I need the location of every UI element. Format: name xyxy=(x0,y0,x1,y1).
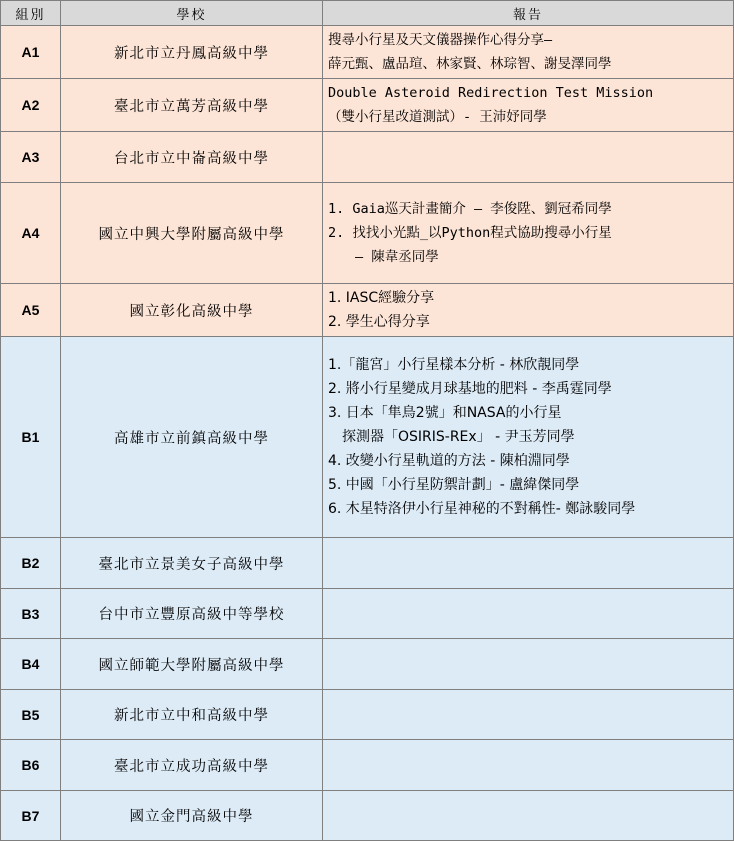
report-cell xyxy=(323,690,734,740)
report-line: 1. Gaia巡天計畫簡介 – 李俊陞、劉冠希同學 xyxy=(328,201,612,217)
report-line: 薛元甄、盧品瑄、林家賢、林琮智、謝旻澤同學 xyxy=(328,56,612,72)
report-cell xyxy=(323,183,734,284)
table-row xyxy=(1,183,734,284)
report-cell xyxy=(323,132,734,183)
group-cell: A4 xyxy=(1,183,61,284)
header-row xyxy=(1,1,734,26)
table-row xyxy=(1,791,734,841)
report-line: 4. 改變小行星軌道的方法 - 陳柏淵同學 xyxy=(328,453,570,469)
group-cell: B2 xyxy=(1,538,61,589)
group-cell: A5 xyxy=(1,284,61,337)
report-line: 6. 木星特洛伊小行星神秘的不對稱性- 鄭詠駿同學 xyxy=(328,501,636,517)
report-line: 2. 找找小光點_以Python程式協助搜尋小行星 xyxy=(328,225,612,241)
group-cell: B1 xyxy=(1,337,61,538)
report-line: – 陳韋丞同學 xyxy=(355,249,439,265)
table-row xyxy=(1,538,734,589)
report-line: Double Asteroid Redirection Test Mission xyxy=(328,85,654,101)
table-row xyxy=(1,26,734,79)
report-line: （雙小行星改道測試）- 王沛妤同學 xyxy=(328,109,547,125)
report-cell xyxy=(323,538,734,589)
school-cell: 國立師範大學附屬高級中學 xyxy=(61,639,323,690)
report-line: 5. 中國「小行星防禦計劃」- 盧緯傑同學 xyxy=(328,477,580,493)
school-cell: 新北市立中和高級中學 xyxy=(61,690,323,740)
report-cell xyxy=(323,79,734,132)
report-line: 2. 學生心得分享 xyxy=(328,314,430,330)
group-cell: B5 xyxy=(1,690,61,740)
report-line: 搜尋小行星及天文儀器操作心得分享– xyxy=(328,32,553,48)
table-row xyxy=(1,740,734,791)
table-row xyxy=(1,639,734,690)
school-cell: 新北市立丹鳳高級中學 xyxy=(61,26,323,79)
group-cell: A2 xyxy=(1,79,61,132)
group-cell: A3 xyxy=(1,132,61,183)
report-line: 3. 日本「隼鳥2號」和NASA的小行星 xyxy=(328,405,562,421)
group-cell: A1 xyxy=(1,26,61,79)
school-cell: 國立中興大學附屬高級中學 xyxy=(61,183,323,284)
report-line: 2. 將小行星變成月球基地的肥料 - 李禹霆同學 xyxy=(328,381,612,397)
school-cell: 台中市立豐原高級中等學校 xyxy=(61,589,323,639)
group-cell: B6 xyxy=(1,740,61,791)
header-group: 組別 xyxy=(1,1,61,26)
table-row xyxy=(1,132,734,183)
table-row xyxy=(1,337,734,538)
group-cell: B7 xyxy=(1,791,61,841)
table-row xyxy=(1,79,734,132)
header-school: 學校 xyxy=(61,1,323,26)
school-cell: 臺北市立萬芳高級中學 xyxy=(61,79,323,132)
school-cell: 台北市立中崙高級中學 xyxy=(61,132,323,183)
report-line: 1.「龍宮」小行星樣本分析 - 林欣靚同學 xyxy=(328,357,580,373)
header-report: 報告 xyxy=(323,1,734,26)
report-cell xyxy=(323,589,734,639)
school-cell: 國立彰化高級中學 xyxy=(61,284,323,337)
report-cell xyxy=(323,26,734,79)
group-cell: B3 xyxy=(1,589,61,639)
report-cell xyxy=(323,337,734,538)
report-cell xyxy=(323,791,734,841)
group-cell: B4 xyxy=(1,639,61,690)
report-cell xyxy=(323,284,734,337)
report-line: 探測器「OSIRIS-REx」 - 尹玉芳同學 xyxy=(342,429,575,445)
table-row xyxy=(1,284,734,337)
report-cell xyxy=(323,639,734,690)
school-cell: 臺北市立景美女子高級中學 xyxy=(61,538,323,589)
report-cell xyxy=(323,740,734,791)
school-cell: 國立金門高級中學 xyxy=(61,791,323,841)
report-line: 1. IASC經驗分享 xyxy=(328,290,435,306)
school-cell: 高雄市立前鎮高級中學 xyxy=(61,337,323,538)
table-row xyxy=(1,589,734,639)
school-cell: 臺北市立成功高級中學 xyxy=(61,740,323,791)
table-row xyxy=(1,690,734,740)
